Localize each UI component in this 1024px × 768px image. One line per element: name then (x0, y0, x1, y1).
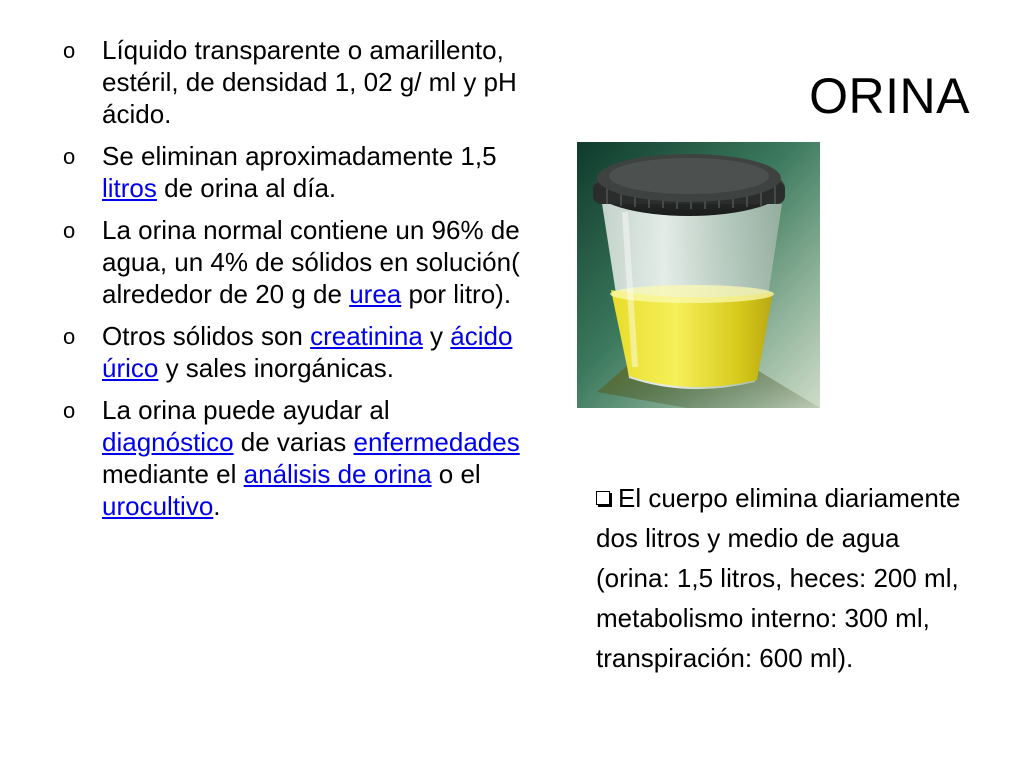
side-note-text: El cuerpo elimina diariamente dos litros y medio de agua (orina: 1,5 litros, heces: 200 ml, metabolismo interno: 300 ml, transpiración: 600 ml). (596, 483, 961, 673)
bullet-item (60, 394, 528, 522)
bullet-text: y sales inorgánicas. (158, 353, 394, 383)
bullet-item (60, 140, 528, 204)
link-urocultivo[interactable]: urocultivo (102, 491, 214, 521)
bullet-marker: o (63, 398, 76, 423)
side-note (596, 478, 976, 678)
bullet-text: o el (431, 459, 481, 489)
bullet-text: . (213, 491, 221, 521)
bullet-text: La orina normal contiene un 96% de agua, un 4% de sólidos en solución( alrededor de 20 g de (102, 215, 520, 309)
link-creatinina[interactable]: creatinina (310, 321, 423, 351)
bullet-text: mediante el (102, 459, 244, 489)
bullet-text: Se eliminan aproximadamente 1,5 (102, 141, 497, 171)
slide-title: ORINA (809, 68, 970, 124)
bullet-list (60, 34, 528, 532)
link-enfermedades[interactable]: enfermedades (353, 427, 520, 457)
bullet-text: Otros sólidos son (102, 321, 311, 351)
bullet-text: por litro). (401, 279, 512, 309)
link-acido-urico[interactable]: ácido úrico (102, 321, 513, 383)
bullet-text: Líquido transparente o amarillento, estéril, de densidad 1, 02 g/ ml y pH ácido. (102, 35, 517, 129)
urine-cup-illustration (577, 142, 820, 408)
bullet-text: y (422, 321, 451, 351)
bullet-marker: o (63, 38, 76, 63)
bullet-text: La orina puede ayudar al (102, 395, 390, 425)
bullet-text: de orina al día. (156, 173, 337, 203)
bullet-marker: o (63, 218, 76, 243)
urine-sample-photo (577, 142, 820, 408)
link-litros[interactable]: litros (102, 173, 157, 203)
link-urea[interactable]: urea (349, 279, 402, 309)
bullet-marker: o (63, 144, 76, 169)
bullet-item (60, 34, 528, 130)
link-analisis-de-orina[interactable]: análisis de orina (243, 459, 432, 489)
bullet-item (60, 214, 528, 310)
link-diagnostico[interactable]: diagnóstico (102, 427, 234, 457)
bullet-text: de varias (233, 427, 354, 457)
bullet-marker: o (63, 324, 76, 349)
bullet-item (60, 320, 528, 384)
checkbox-bullet-icon (596, 491, 610, 505)
